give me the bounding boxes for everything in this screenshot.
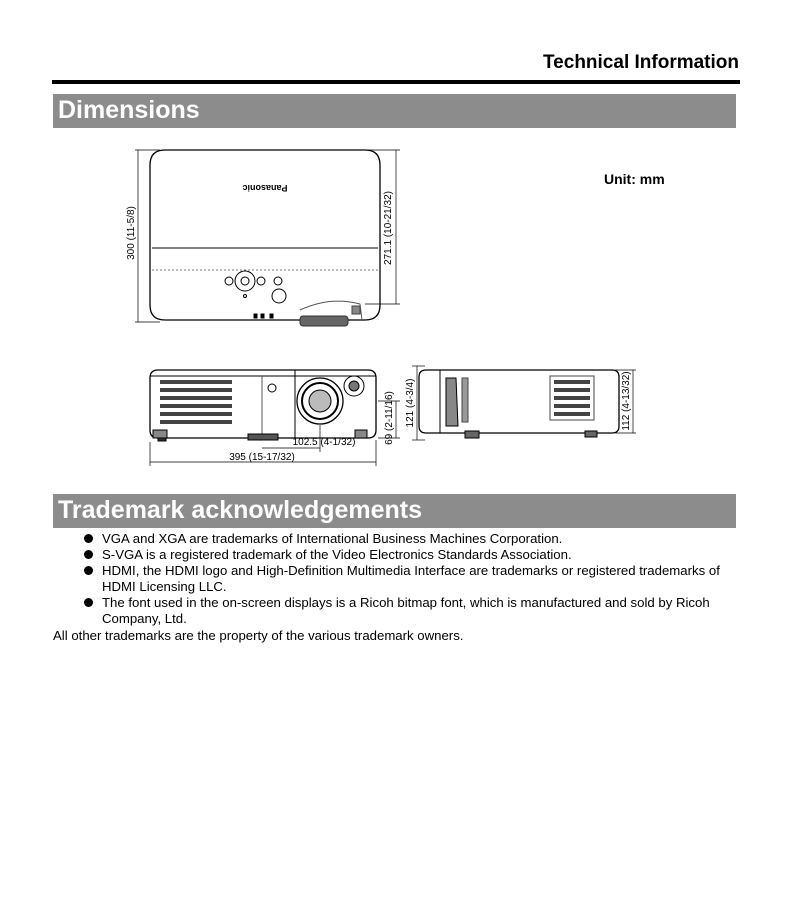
list-item	[84, 563, 744, 595]
list-item	[84, 595, 744, 627]
dim-lens-height: 69 (2-11/16)	[384, 391, 395, 445]
bullet-icon	[84, 598, 93, 607]
trademarks-heading: Trademark acknowledgements	[53, 494, 736, 528]
dim-height-overall: 121 (4-3/4)	[405, 378, 416, 428]
unit-label: Unit: mm	[604, 171, 665, 187]
closing-note: All other trademarks are the property of the various trademark owners.	[53, 628, 464, 643]
trademark-text: The font used in the on-screen displays is a Ricoh bitmap font, which is manufactured and sold by Ricoh Company, Ltd.	[102, 595, 710, 626]
trademark-list	[84, 531, 744, 627]
list-item	[84, 531, 744, 547]
list-item	[84, 547, 744, 563]
bullet-icon	[84, 566, 93, 575]
projector-top-view	[150, 150, 380, 326]
trademark-text: HDMI, the HDMI logo and High-Definition Multimedia Interface are trademarks or registered trademarks of HDMI Licensing LLC.	[102, 563, 720, 594]
trademark-text: S-VGA is a registered trademark of the Video Electronics Standards Association.	[102, 547, 572, 562]
bullet-icon	[84, 534, 93, 543]
dim-depth-body: 271.1 (10-21/32)	[383, 191, 394, 265]
dim-height-body: 112 (4-13/32)	[621, 371, 632, 431]
projector-side-view	[419, 370, 619, 438]
page-header-title: Technical Information	[542, 52, 739, 73]
brand-logo: Panasonic	[242, 183, 288, 193]
dimensions-heading: Dimensions	[53, 94, 736, 128]
dim-depth-overall: 300 (11-5/8)	[126, 206, 137, 260]
bullet-icon	[84, 550, 93, 559]
dim-lens-offset: 102.5 (4-1/32)	[292, 437, 356, 448]
trademark-text: VGA and XGA are trademarks of International Business Machines Corporation.	[102, 531, 563, 546]
projector-front-view	[150, 370, 376, 441]
dim-width-overall: 395 (15-17/32)	[229, 452, 295, 463]
